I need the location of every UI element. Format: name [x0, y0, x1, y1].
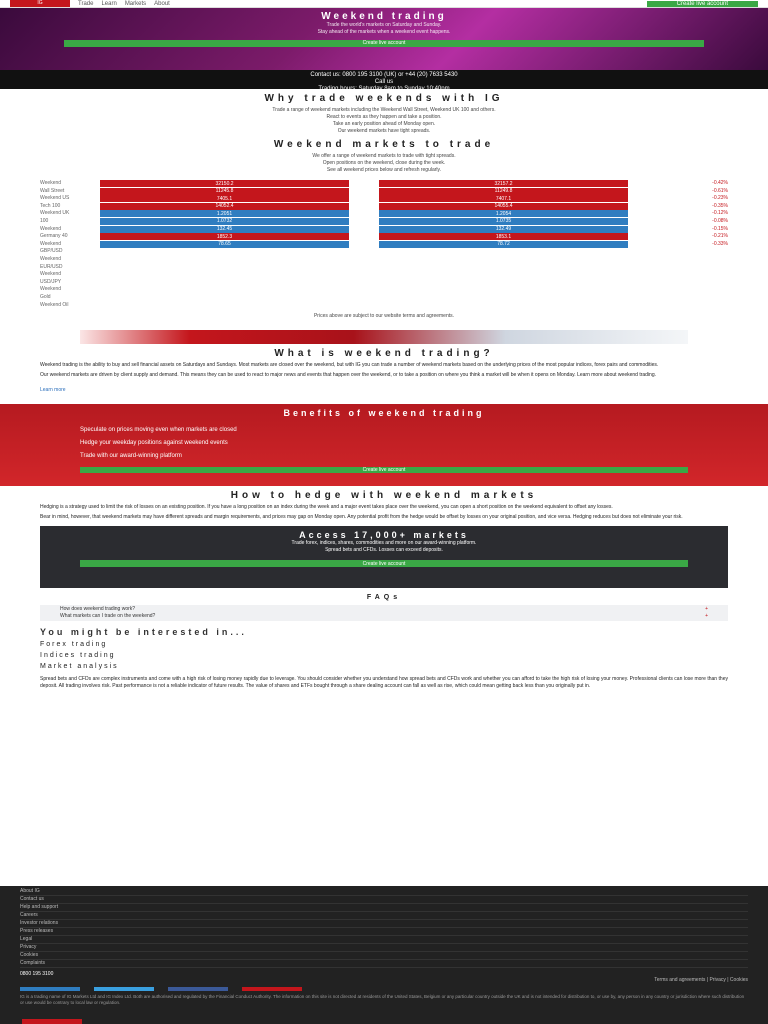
price-change: -0.08% [712, 217, 728, 224]
related-section [0, 627, 768, 689]
risk-warning: Spread bets and CFDs are complex instruments and come with a high risk of losing money rapidly due to leverage. You should consider whether you understand how spread bets and CFDs work and whether you can afford to take the high risk of losing your money. Professional clients can lose more than they deposit. All trading involves risk. Past performance is not a reliable indicator of future results. The value of shares and ETFs bought through a share dealing account can fall as well as rise, which could mean getting back less than you originally put in. [40, 676, 728, 690]
footer-phone[interactable]: 0800 195 3100 [20, 971, 54, 977]
price-table [40, 180, 728, 309]
header-cta-button[interactable]: Create live account [647, 1, 758, 7]
sell-price[interactable]: 1.0732 [100, 218, 349, 225]
footer-link[interactable]: Legal [20, 936, 748, 944]
market-label[interactable]: Weekend US Tech 100 [40, 195, 70, 209]
faq-section [0, 594, 768, 601]
hero-subtitle-2: Stay ahead of the markets when a weekend event happens. [317, 29, 451, 35]
buy-price[interactable]: 1.0735 [379, 218, 628, 225]
ig-logo[interactable]: IG [10, 0, 70, 7]
buy-price[interactable]: 78.72 [379, 241, 628, 248]
expand-icon[interactable]: + [705, 613, 708, 620]
sell-price[interactable]: 14052.4 [100, 203, 349, 210]
why-line: Trade a range of weekend markets including the Weekend Wall Street, Weekend UK 100 and others. [272, 107, 496, 113]
sell-price[interactable]: 32150.2 [100, 180, 349, 187]
expand-icon[interactable]: + [705, 606, 708, 613]
buy-price[interactable]: 1.2054 [379, 210, 628, 217]
related-link[interactable]: Market analysis [40, 663, 119, 671]
social-links [20, 987, 748, 991]
footer-link[interactable]: Help and support [20, 904, 748, 912]
what-line: Open positions on the weekend, close during the week. [322, 160, 446, 166]
sell-column [100, 180, 349, 248]
benefits-list [80, 424, 688, 463]
market-label[interactable]: Weekend GBP/USD [40, 240, 63, 255]
about-section [0, 348, 768, 396]
related-link[interactable]: Forex trading [40, 641, 108, 649]
faq-title: FAQs [366, 594, 402, 602]
sell-price[interactable]: 7405.1 [100, 195, 349, 202]
promo-box [40, 526, 728, 588]
faq-question[interactable] [60, 606, 708, 613]
footer-bottom-links[interactable]: Terms and agreements | Privacy | Cookies [654, 977, 748, 983]
promo-line: Spread bets and CFDs. Losses can exceed deposits. [325, 547, 443, 554]
benefit-item: Hedge your weekday positions against weekend events [80, 440, 228, 447]
price-note: Prices above are subject to our website terms and agreements. [313, 313, 455, 320]
footer-link[interactable]: Careers [20, 912, 748, 920]
benefit-item: Trade with our award-winning platform [80, 453, 182, 460]
sell-price[interactable]: 1.2051 [100, 210, 349, 217]
buy-price[interactable]: 11249.8 [379, 188, 628, 195]
learn-more-link[interactable]: Learn more [40, 387, 66, 394]
footer-disclaimer: IG is a trading name of IG Markets Ltd and IG Index Ltd. Both are authorised and regulated by the Financial Conduct Authority. The information on this site is not directed at residents of the United States, Belgium or any particular country outside the UK and is not intended for distribution to, or use by, any person in any country or jurisdiction where such distribution or use would be contrary to local law or regulation. [20, 994, 745, 1005]
what-line: We offer a range of weekend markets to trade with tight spreads. [312, 153, 456, 159]
change-column [658, 180, 728, 248]
market-labels [40, 180, 70, 309]
market-label[interactable]: Weekend UK 100 [40, 210, 70, 224]
nav-item-markets[interactable]: Markets [124, 0, 147, 7]
footer [0, 886, 768, 1024]
price-change: -0.42% [712, 180, 728, 186]
market-label[interactable]: Weekend Wall Street [40, 180, 65, 194]
about-paragraph: Weekend trading is the ability to buy and sell financial assets on Saturdays and Sundays. Most markets are closed over the weekend, but with IG you can trade a number of weekend markets based on the underlying prices of the most popular indices, forex pairs and commodities. [40, 362, 659, 369]
why-line: Take an early position ahead of Monday open. [332, 121, 436, 127]
top-navigation [0, 0, 768, 8]
sell-price[interactable]: 78.65 [100, 241, 349, 248]
footer-links [20, 888, 748, 968]
footer-link[interactable]: Complaints [20, 960, 748, 968]
hero-banner [0, 8, 768, 70]
why-title: Why trade weekends with IG [264, 93, 504, 104]
price-change: -0.61% [712, 187, 728, 194]
hedge-section [0, 490, 768, 520]
benefits-title: Benefits of weekend trading [283, 408, 485, 419]
facebook-icon[interactable] [168, 987, 228, 991]
sell-price[interactable]: 11245.8 [100, 188, 349, 195]
why-section [0, 93, 768, 135]
related-title: You might be interested in... [40, 627, 247, 638]
market-label[interactable]: Weekend Gold [40, 286, 62, 300]
faq-list [40, 605, 728, 621]
contact-call[interactable]: Call us [374, 79, 394, 85]
hedge-title: How to hedge with weekend markets [230, 490, 538, 502]
linkedin-icon[interactable] [20, 987, 80, 991]
hero-subtitle: Trade the world's markets on Saturday and Sunday. [326, 22, 442, 28]
market-label[interactable]: Weekend Germany 40 [40, 225, 68, 240]
cookie-button[interactable] [22, 1019, 82, 1024]
hedge-paragraph: Bear in mind, however, that weekend markets may have different spreads and margin requirements, and prices may gap on Monday open. Any potential profit from the hedge would be offset by losses on your original position, and vice versa. Hedging reduces but does not eliminate your risk. [40, 513, 683, 520]
nav-item-learn[interactable]: Learn [101, 0, 117, 7]
footer-link[interactable]: Cookies [20, 952, 748, 960]
footer-link[interactable]: Contact us [20, 896, 748, 904]
about-paragraph: Our weekend markets are driven by client supply and demand. This means they can be used to react to major news and events that happen over the weekend, or to take a position on where you think a market will be when it opens on Monday. Learn more about weekend trading. [40, 371, 657, 378]
faq-question-text: How does weekend trading work? [60, 606, 136, 613]
buy-price[interactable]: 32157.2 [379, 180, 628, 187]
faq-question-text: What markets can I trade on the weekend? [60, 613, 156, 620]
benefits-cta-button[interactable]: Create live account [80, 467, 688, 473]
sell-price[interactable]: 132.45 [100, 226, 349, 233]
buy-price[interactable]: 14055.4 [379, 203, 628, 210]
footer-link[interactable]: About IG [20, 888, 748, 896]
price-change: -0.35% [712, 202, 728, 209]
sentiment-bar [80, 330, 688, 344]
promo-cta-button[interactable]: Create live account [80, 560, 688, 567]
footer-link[interactable]: Privacy [20, 944, 748, 952]
market-label[interactable]: Weekend Oil [40, 301, 69, 308]
buy-column [379, 180, 628, 248]
nav-item-trade[interactable]: Trade [78, 0, 94, 7]
why-line: Our weekend markets have tight spreads. [337, 128, 431, 134]
market-label[interactable]: Weekend EUR/USD [40, 255, 63, 270]
promo-title: Access 17,000+ markets [299, 530, 469, 541]
why-line: React to events as they happen and take a position. [326, 114, 442, 120]
benefit-item: Speculate on prices moving even when markets are closed [80, 427, 237, 434]
buy-price[interactable]: 1853.1 [379, 233, 628, 240]
contact-phone[interactable]: Contact us: 0800 195 3100 (UK) or +44 (20) 7633 5430 [310, 72, 458, 78]
footer-link[interactable]: Investor relations [20, 920, 748, 928]
price-change: -0.12% [712, 210, 728, 217]
hedge-paragraph: Hedging is a strategy used to limit the risk of losses on an existing position. If you have a long position on an index during the week and a major event takes place over the weekend, you can open a short position on the weekend equivalent to offset any losses. [40, 504, 613, 511]
sell-price[interactable]: 1852.3 [100, 233, 349, 240]
related-link[interactable]: Indices trading [40, 652, 116, 660]
footer-link[interactable]: Press releases [20, 928, 748, 936]
hero-cta-button[interactable]: Create live account [64, 40, 704, 47]
benefits-band [0, 404, 768, 486]
nav-item-about[interactable]: About [154, 0, 170, 7]
price-change: -0.33% [712, 240, 728, 247]
contact-strip [0, 70, 768, 92]
what-section [0, 139, 768, 174]
price-change: -0.23% [712, 195, 728, 202]
market-label[interactable]: Weekend USD/JPY [40, 271, 62, 285]
price-change: -0.21% [712, 233, 728, 240]
price-change: -0.15% [712, 225, 728, 232]
what-title: Weekend markets to trade [273, 139, 495, 150]
what-line: See all weekend prices below and refresh regularly. [326, 167, 442, 173]
faq-question[interactable] [60, 613, 708, 620]
promo-line: Trade forex, indices, shares, commodities and more on our award-winning platform. [291, 540, 477, 547]
about-title: What is weekend trading? [274, 348, 494, 360]
hero-title: Weekend trading [321, 11, 447, 22]
twitter-icon[interactable] [94, 987, 154, 991]
buy-price[interactable]: 7407.1 [379, 195, 628, 202]
contact-hours: Trading hours: Saturday 8am to Sunday 10:40pm [318, 86, 450, 92]
buy-price[interactable]: 132.49 [379, 226, 628, 233]
youtube-icon[interactable] [242, 987, 302, 991]
